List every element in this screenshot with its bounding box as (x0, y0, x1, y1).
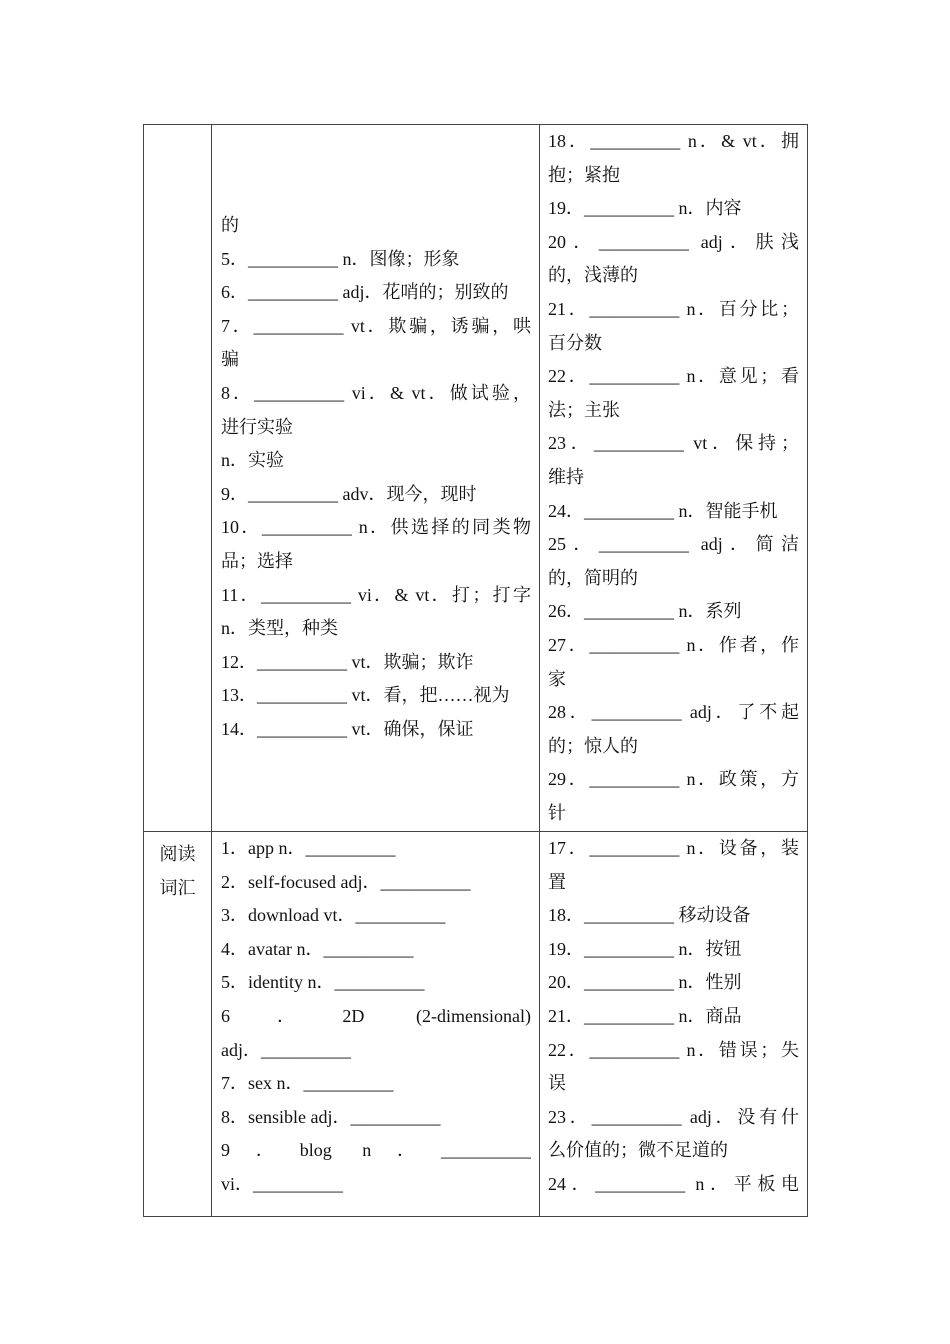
vocab-line: 24．__________ n．平板电 (548, 1173, 799, 1194)
vocab-line: 抱；紧抱 (548, 164, 620, 185)
vocab-line: 21．__________ n．百分比； (548, 298, 799, 319)
vocab-line: 5．identity n．__________ (221, 972, 425, 993)
vocab-line: n．类型，种类 (221, 618, 338, 639)
vocab-line: n．实验 (221, 450, 284, 471)
vocab-line: 么价值的；微不足道的 (548, 1140, 728, 1161)
vocab-line: 22．__________ n．错误；失 (548, 1039, 799, 1060)
vocab-line: 9．blog n．__________ (221, 1140, 531, 1161)
category-cell (144, 125, 212, 831)
category-cell (144, 832, 212, 1216)
vocab-line: 20．__________ adj．肤浅 (548, 231, 799, 252)
vocab-line: 19．__________ n．按钮 (548, 938, 742, 959)
vocab-line: 18．__________ 移动设备 (548, 905, 751, 926)
vocab-line: 进行实验 (221, 416, 293, 437)
vocab-line: 8．sensible adj．__________ (221, 1106, 441, 1127)
vocab-line: 20．__________ n．性别 (548, 972, 742, 993)
vocab-line: 23．__________ vt．保持； (548, 433, 799, 454)
vocab-line: 28．__________ adj．了不起 (548, 702, 799, 723)
vocab-line: 19．__________ n．内容 (548, 198, 742, 219)
vocab-line: 误 (548, 1073, 566, 1094)
vocab-line: 维持 (548, 466, 584, 487)
vocab-line: 法；主张 (548, 399, 620, 420)
vocab-line: 21．__________ n．商品 (548, 1005, 742, 1026)
vocab-line: 7．__________ vt．欺骗，诱骗，哄 (221, 315, 531, 336)
vocabulary-table (143, 124, 808, 1217)
vocab-line: 的 (221, 215, 239, 235)
vocab-line: 4．avatar n．__________ (221, 938, 414, 959)
vocab-column-left (212, 125, 540, 831)
vocab-line: 品；选择 (221, 550, 293, 571)
vocab-line: 置 (548, 871, 566, 892)
vocab-line: 26．__________ n．系列 (548, 601, 742, 622)
vocab-line: 23．__________ adj．没有什 (548, 1106, 799, 1127)
vocab-line: 骗 (221, 349, 239, 370)
category-label: 词汇 (159, 878, 196, 899)
vocab-line: 百分数 (548, 332, 602, 353)
vocab-line: 5．__________ n．图像；形象 (221, 248, 460, 269)
vocab-line: 9．__________ adv．现今，现时 (221, 483, 477, 504)
vocab-line: 25．__________ adj．简洁 (548, 534, 799, 555)
vocab-column-right (540, 832, 808, 1216)
vocab-line: 13．__________ vt．看，把……视为 (221, 685, 510, 706)
category-label: 阅读 (159, 844, 196, 865)
vocab-line: 针 (548, 802, 566, 823)
vocab-line: 1．app n．__________ (221, 838, 396, 858)
vocab-line: adj．__________ (221, 1039, 351, 1060)
vocab-line: 10．__________ n．供选择的同类物 (221, 517, 531, 538)
vocab-column-left (212, 832, 540, 1216)
vocab-line: 7．sex n．__________ (221, 1073, 394, 1094)
vocab-line: 的，简明的 (548, 567, 638, 588)
vocab-line: 2．self-focused adj．__________ (221, 871, 471, 892)
vocab-line: 14．__________ vt．确保，保证 (221, 718, 474, 739)
vocab-line: 的；惊人的 (548, 735, 638, 756)
vocab-line: 18．__________ n．& vt．拥 (548, 131, 799, 151)
vocab-line: 6．2D (2-dimensional) (221, 1005, 531, 1026)
vocab-line: 8．__________ vi．& vt．做试验， (221, 382, 531, 403)
vocab-line: 24．__________ n．智能手机 (548, 500, 778, 521)
vocab-column-right (540, 125, 808, 831)
vocab-line: 29．__________ n．政策，方 (548, 769, 799, 790)
vocab-line: 的，浅薄的 (548, 265, 638, 286)
table-row (144, 832, 808, 1217)
vocab-line: 12．__________ vt．欺骗；欺诈 (221, 651, 474, 672)
vocab-line: 11．__________ vi．& vt．打；打字 (221, 584, 531, 605)
vocab-line: 22．__________ n．意见；看 (548, 366, 799, 387)
vocab-line: vi．__________ (221, 1173, 344, 1194)
table-row (144, 125, 808, 832)
vocab-line: 3．download vt．__________ (221, 905, 446, 926)
vocab-line: 27．__________ n．作者，作 (548, 634, 799, 655)
vocab-line: 6．__________ adj．花哨的；别致的 (221, 282, 509, 303)
vocab-line: 17．__________ n．设备，装 (548, 838, 799, 858)
vocab-line: 家 (548, 668, 566, 689)
